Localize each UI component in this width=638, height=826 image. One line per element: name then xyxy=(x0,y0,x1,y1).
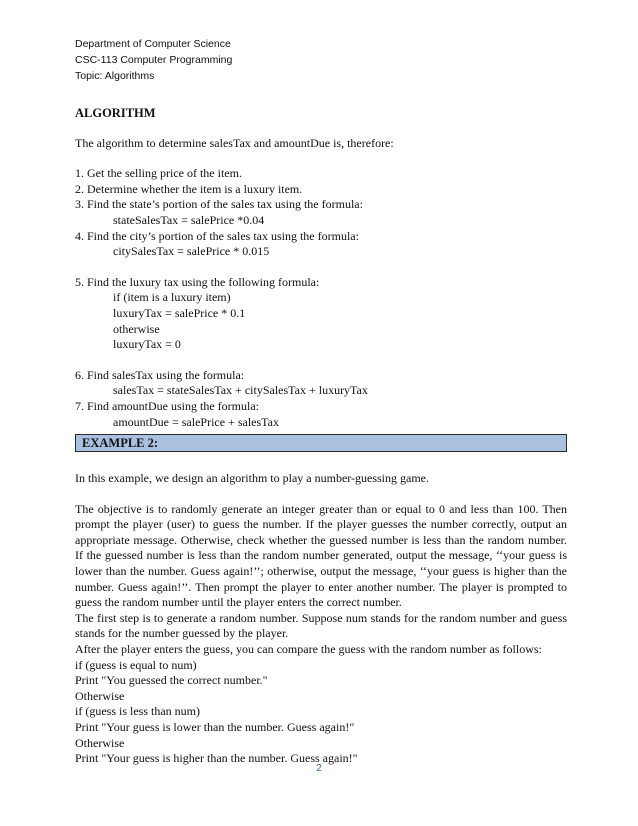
step-6-formula: salesTax = stateSalesTax + citySalesTax + luxuryTax xyxy=(113,383,368,398)
step-5-line: otherwise xyxy=(113,321,160,336)
objective-paragraph: The objective is to randomly generate an integer greater than or equal to 0 and less than 100. Then prompt the player (user) to guess the number. If the player guesses the number correctly, output an appropriate message. Otherwise, check whether the guessed number is less than the random number. If the guessed number is less than the random number generated, output the message, ‘‘your guess is lower than the number. Guess again!’’; otherwise, output the message, ‘‘your guess is higher than the number. Guess again!’’. Then prompt the player to enter another number. The player is prompted to guess the random number until the player enters the correct number. xyxy=(75,501,567,610)
document-body xyxy=(75,100,567,767)
intro-text: The algorithm to determine salesTax and amountDue is, therefore: xyxy=(75,135,394,150)
pseudo-line: if (guess is less than num) xyxy=(75,704,200,719)
pseudo-line: Print "You guessed the correct number." xyxy=(75,673,268,688)
topic-line: Topic: Algorithms xyxy=(75,70,155,82)
course-line: CSC-113 Computer Programming xyxy=(75,54,233,66)
step-5-line: luxuryTax = 0 xyxy=(113,337,181,352)
step-3: 3. Find the state’s portion of the sales tax using the formula: xyxy=(75,197,363,212)
step-2: 2. Determine whether the item is a luxury item. xyxy=(75,181,303,196)
pseudo-line: Otherwise xyxy=(75,735,125,750)
step-4-formula: citySalesTax = salePrice * 0.015 xyxy=(113,244,270,259)
pseudo-line: Otherwise xyxy=(75,688,125,703)
step-5: 5. Find the luxury tax using the following formula: xyxy=(75,274,320,289)
step-5-line: if (item is a luxury item) xyxy=(113,290,231,305)
pseudo-line: if (guess is equal to num) xyxy=(75,657,197,672)
step-6: 6. Find salesTax using the formula: xyxy=(75,367,245,382)
section-title: ALGORITHM xyxy=(75,106,156,120)
after-guess-text: After the player enters the guess, you can compare the guess with the random number as follows: xyxy=(75,642,542,657)
pseudo-line: Print "Your guess is higher than the number. Guess again!" xyxy=(75,751,358,766)
example-heading-bar: EXAMPLE 2: xyxy=(75,434,567,452)
step-7: 7. Find amountDue using the formula: xyxy=(75,398,259,413)
department-line: Department of Computer Science xyxy=(75,38,231,50)
page-number: 2 xyxy=(316,762,322,774)
document-header xyxy=(75,36,232,84)
example-intro: In this example, we design an algorithm to play a number-guessing game. xyxy=(75,471,430,486)
pseudo-line: Print "Your guess is lower than the number. Guess again!" xyxy=(75,720,355,734)
step-5-line: luxuryTax = salePrice * 0.1 xyxy=(113,305,246,320)
step-7-formula: amountDue = salePrice + salesTax xyxy=(113,414,279,429)
first-step-paragraph: The first step is to generate a random number. Suppose num stands for the random number and guess stands for the number guessed by the player. xyxy=(75,610,567,641)
step-3-formula: stateSalesTax = salePrice *0.04 xyxy=(113,212,265,227)
step-1: 1. Get the selling price of the item. xyxy=(75,166,242,181)
step-4: 4. Find the city’s portion of the sales tax using the formula: xyxy=(75,228,359,243)
